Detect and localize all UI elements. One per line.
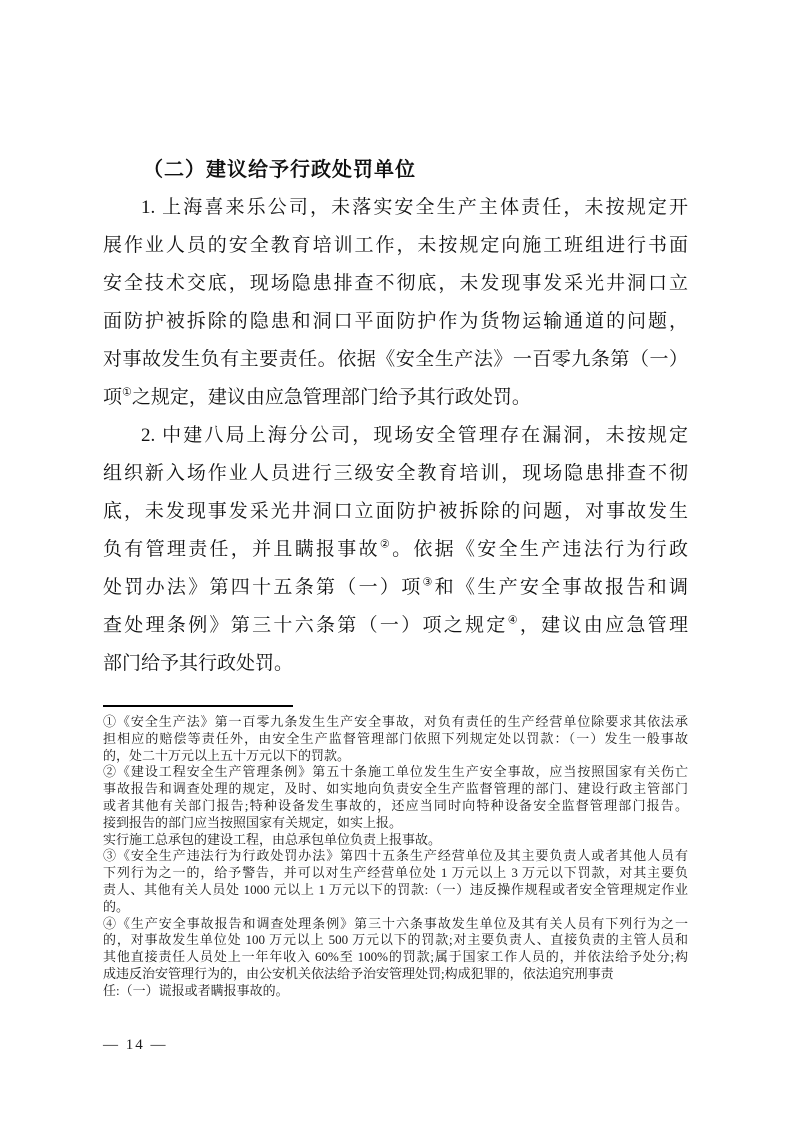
footnote-line: 事故报告和调查处理的规定，及时、如实地向负责安全生产监督管理的部门、建设行政主管部门	[103, 781, 688, 797]
footnote-line: 下列行为之一的，给予警告，并可以对生产经营单位处 1 万元以上 3 万元以下罚款，对其主要负	[103, 865, 688, 881]
body-line: 组织新入场作业人员进行三级安全教育培训，现场隐患排查不彻	[103, 463, 688, 484]
body-line: 负有管理责任，并且瞒报事故②。依据《安全生产违法行为行政	[103, 538, 688, 560]
footnote-reference-mark: ②	[379, 538, 393, 551]
body-line: 底，未发现事发采光井洞口立面防护被拆除的问题，对事故发生	[103, 501, 688, 522]
body-line: 2. 中建八局上海分公司，现场安全管理存在漏洞，未按规定	[141, 425, 688, 446]
body-line: 项①之规定，建议由应急管理部门给予其行政处罚。	[103, 386, 531, 408]
section-heading: （二）建议给予行政处罚单位	[143, 159, 416, 181]
footnote-line: 的。	[103, 898, 130, 914]
footnote-line: 成违反治安管理行为的，由公安机关依法给予治安管理处罚;构成犯罪的，依法追究刑事责	[103, 965, 614, 981]
footnote-line: 或者其他有关部门报告;特种设备发生事故的，还应当同时向特种设备安全监督管理部门报告。	[103, 797, 688, 813]
footnote-line: 其他直接责任人员处上一年年收入 60%至 100%的罚款;属于国家工作人员的，并依法给予处分;构	[103, 949, 688, 965]
footnote-line: 责人、其他有关人员处 1000 元以上 1 万元以下的罚款:（一）违反操作规程或者安全管理规定作业	[103, 881, 688, 897]
footnote-line: 的，处二十万元以上五十万元以下的罚款。	[103, 747, 351, 763]
footnote-line: ①《安全生产法》第一百零九条发生生产安全事故，对负有责任的生产经营单位除要求其依法承	[103, 714, 688, 729]
body-line: 安全技术交底，现场隐患排查不彻底，未发现事发采光井洞口立	[103, 273, 688, 294]
body-line: 1. 上海喜来乐公司，未落实安全生产主体责任，未按规定开	[141, 197, 688, 218]
body-line: 查处理条例》第三十六条第（一）项之规定④，建议由应急管理	[103, 614, 688, 636]
footnote-line: ③《安全生产违法行为行政处罚办法》第四十五条生产经营单位及其主要负责人或者其他人员有	[103, 848, 688, 864]
footnote-line: 的，对事故发生单位处 100 万元以上 500 万元以下的罚款;对主要负责人、直接负责的主管人员和	[103, 932, 688, 948]
body-line: 部门给予其行政处罚。	[103, 653, 294, 674]
footnote-reference-mark: ④	[507, 614, 520, 627]
footnote-line: 担相应的赔偿等责任外，由安全生产监督管理部门依照下列规定处以罚款：（一）发生一般事故	[103, 730, 688, 746]
body-line: 对事故发生负有主要责任。依据《安全生产法》一百零九条第（一）	[103, 349, 688, 370]
body-line: 面防护被拆除的隐患和洞口平面防护作为货物运输通道的问题，	[103, 311, 688, 332]
footnote-line: 接到报告的部门应当按照国家有关规定，如实上报。	[103, 814, 403, 830]
footnote-reference-mark: ①	[122, 386, 132, 399]
footnote-line: ④《生产安全事故报告和调查处理条例》第三十六条事故发生单位及其有关人员有下列行为之一	[103, 915, 688, 931]
footnote-separator	[103, 705, 293, 707]
page-number: — 14 —	[103, 1037, 168, 1053]
footnote-reference-mark: ③	[422, 576, 435, 589]
footnote-line: 实行施工总承包的建设工程，由总承包单位负责上报事故。	[103, 831, 442, 847]
body-paragraphs	[103, 189, 688, 683]
footnote-line: ②《建设工程安全生产管理条例》第五十条施工单位发生生产安全事故，应当按照国家有关伤亡	[103, 764, 688, 780]
footnote-list	[103, 714, 688, 1000]
body-line: 处罚办法》第四十五条第（一）项③和《生产安全事故报告和调	[103, 576, 688, 598]
document-content	[103, 151, 688, 1000]
footnote-line: 任:（一）谎报或者瞒报事故的。	[103, 982, 289, 998]
body-line: 展作业人员的安全教育培训工作，未按规定向施工班组进行书面	[103, 235, 688, 256]
